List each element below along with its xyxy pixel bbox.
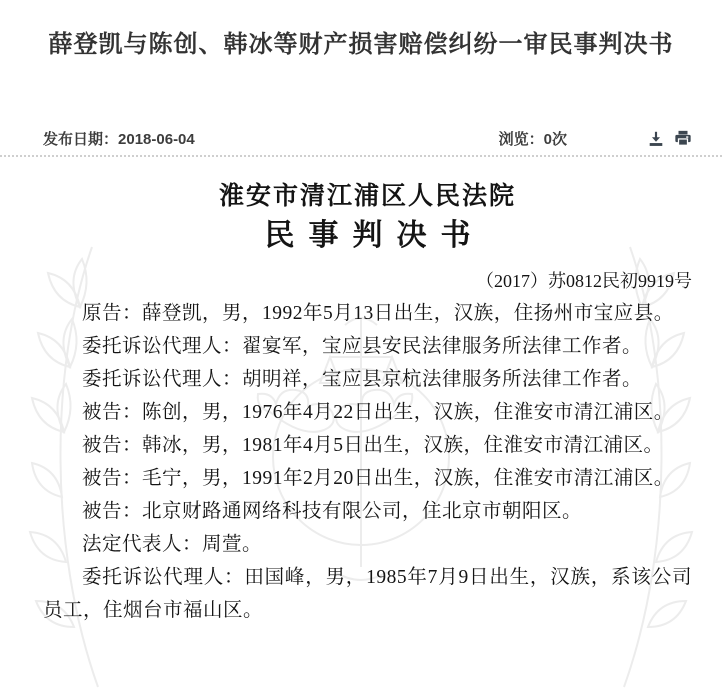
- action-icons: [647, 130, 692, 148]
- view-count-value: 0次: [543, 131, 567, 148]
- view-count-label: 浏览：: [498, 131, 544, 148]
- document-paragraph: 法定代表人：周萱。: [82, 534, 263, 555]
- document-paragraph: 被告：陈创，男，1976年4月22日出生，汉族，住淮安市清江浦区。: [82, 402, 674, 423]
- document-paragraph: 委托诉讼代理人：胡明祥，宝应县京杭法律服务所法律工作者。: [82, 369, 643, 390]
- document-type: 民事判决书: [264, 219, 485, 252]
- document-paragraph: 被告：韩冰，男，1981年4月5日出生，汉族，住淮安市清江浦区。: [82, 435, 664, 456]
- download-icon[interactable]: [647, 130, 665, 148]
- meta-bar: [0, 128, 722, 149]
- document-paragraph: 委托诉讼代理人：田国峰，男，1985年7月9日出生，汉族，系该公司员工，住烟台市福山区。: [43, 567, 692, 621]
- document-paragraph: 被告：毛宁，男，1991年2月20日出生，汉族，住淮安市清江浦区。: [82, 468, 674, 489]
- print-icon[interactable]: [674, 130, 692, 148]
- document-body: [43, 297, 692, 627]
- judgment-document: [0, 157, 722, 632]
- view-count: [499, 128, 567, 149]
- court-name: 淮安市清江浦区人民法院: [218, 183, 516, 210]
- case-number: （2017）苏0812民初9919号: [476, 271, 692, 291]
- page-title: 薛登凯与陈创、韩冰等财产损害赔偿纠纷一审民事判决书: [48, 31, 674, 58]
- publish-date: [43, 128, 195, 149]
- document-paragraph: 委托诉讼代理人：翟宴军，宝应县安民法律服务所法律工作者。: [82, 336, 643, 357]
- publish-date-label: 发布日期：: [43, 131, 119, 148]
- document-paragraph: 被告：北京财路通网络科技有限公司，住北京市朝阳区。: [82, 501, 583, 522]
- publish-date-value: 2018-06-04: [118, 131, 195, 148]
- document-paragraph: 原告：薛登凯，男，1992年5月13日出生，汉族，住扬州市宝应县。: [82, 303, 674, 324]
